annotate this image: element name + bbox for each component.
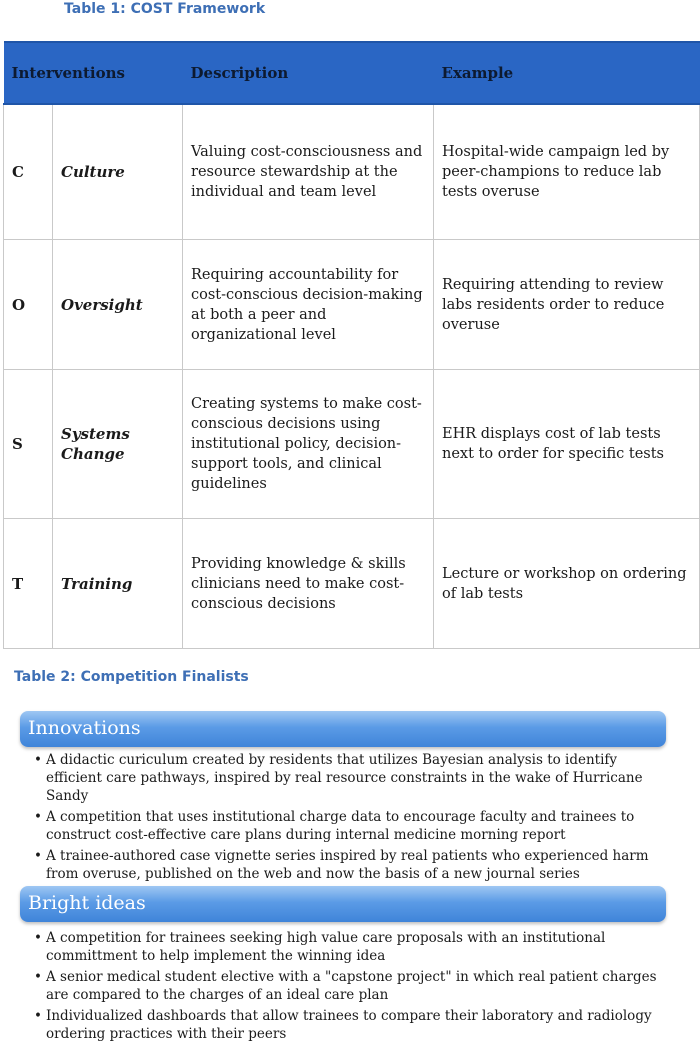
table1-caption: Table 1: COST Framework xyxy=(64,1,266,17)
table-row xyxy=(4,519,700,649)
row-description: Requiring accountability for cost-conscious decision-making at both a peer and organizational level xyxy=(183,240,434,370)
list-item: • Individualized dashboards that allow trainees to compare their laboratory and radiology ordering practices with their peers xyxy=(26,1007,676,1043)
section-title: Bright ideas xyxy=(28,892,146,914)
table-row xyxy=(4,240,700,370)
list-item: • A trainee-authored case vignette series inspired by real patients who experienced harm from overuse, published on the web and now the basis of a new journal series xyxy=(26,847,676,883)
row-letter: O xyxy=(4,240,53,370)
row-intervention: Training xyxy=(53,519,183,649)
bright-ideas-list xyxy=(26,929,676,1046)
table-header-row xyxy=(4,42,700,104)
table-row xyxy=(4,104,700,240)
header-interventions: Interventions xyxy=(4,42,183,104)
table-row xyxy=(4,370,700,519)
section-header-bright-ideas xyxy=(20,886,666,922)
table2-caption: Table 2: Competition Finalists xyxy=(14,669,249,685)
row-letter: C xyxy=(4,104,53,240)
list-item: • A didactic curiculum created by residents that utilizes Bayesian analysis to identify efficient care pathways, inspired by real resource constraints in the wake of Hurricane Sandy xyxy=(26,751,676,805)
header-description: Description xyxy=(183,42,434,104)
row-intervention: Systems Change xyxy=(53,370,183,519)
row-letter: T xyxy=(4,519,53,649)
section-title: Innovations xyxy=(28,717,141,739)
row-example: Hospital-wide campaign led by peer-champions to reduce lab tests overuse xyxy=(434,104,700,240)
row-description: Valuing cost-consciousness and resource stewardship at the individual and team level xyxy=(183,104,434,240)
list-item: • A competition for trainees seeking high value care proposals with an institutional committment to help implement the winning idea xyxy=(26,929,676,965)
row-example: EHR displays cost of lab tests next to order for specific tests xyxy=(434,370,700,519)
cost-framework-table xyxy=(3,41,700,649)
row-intervention: Oversight xyxy=(53,240,183,370)
row-description: Creating systems to make cost-conscious decisions using institutional policy, decision-support tools, and clinical guidelines xyxy=(183,370,434,519)
row-letter: S xyxy=(4,370,53,519)
list-item: • A competition that uses institutional charge data to encourage faculty and trainees to construct cost-effective care plans during internal medicine morning report xyxy=(26,808,676,844)
list-item: • A senior medical student elective with a "capstone project" in which real patient charges are compared to the charges of an ideal care plan xyxy=(26,968,676,1004)
innovations-list xyxy=(26,751,676,886)
row-example: Requiring attending to review labs residents order to reduce overuse xyxy=(434,240,700,370)
header-example: Example xyxy=(434,42,700,104)
row-example: Lecture or workshop on ordering of lab tests xyxy=(434,519,700,649)
row-description: Providing knowledge & skills clinicians need to make cost-conscious decisions xyxy=(183,519,434,649)
row-intervention: Culture xyxy=(53,104,183,240)
section-header-innovations xyxy=(20,711,666,747)
